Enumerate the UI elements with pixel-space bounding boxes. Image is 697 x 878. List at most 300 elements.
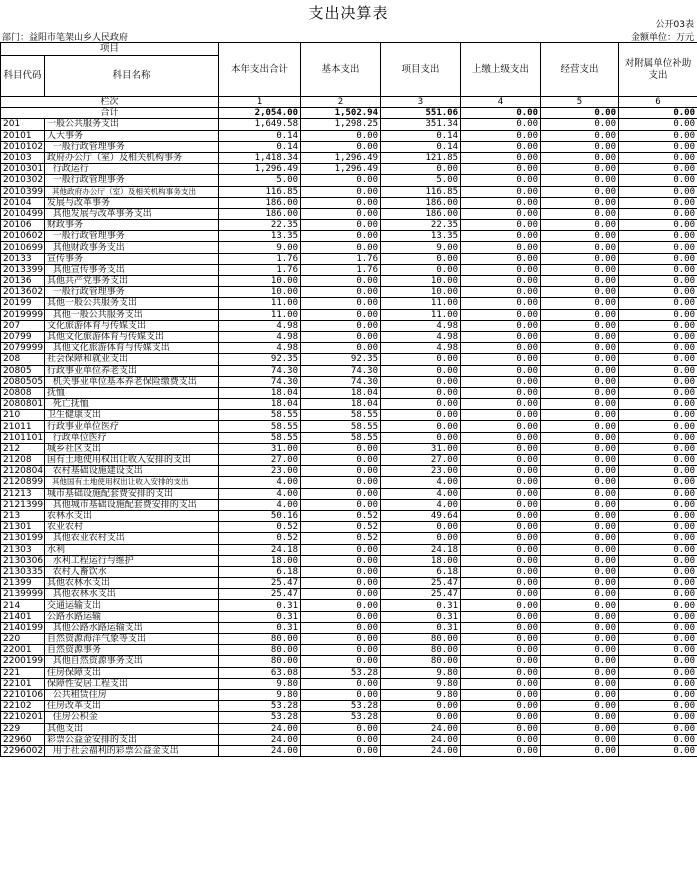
- cell-proj: 24.00: [381, 723, 461, 734]
- cell-proj: 0.00: [381, 365, 461, 376]
- cell-subsidy: 0.00: [619, 320, 697, 331]
- cell-subsidy: 0.00: [619, 522, 697, 533]
- cell-name: 一般行政管理事务: [45, 141, 219, 152]
- cell-business: 0.00: [541, 510, 619, 521]
- cell-proj: 0.00: [381, 164, 461, 175]
- page-title: 支出决算表: [308, 4, 389, 22]
- cell-subsidy: 0.00: [619, 343, 697, 354]
- cell-proj: 0.00: [381, 533, 461, 544]
- cell-upper: 0.00: [461, 264, 541, 275]
- cell-basic: 53.28: [301, 667, 381, 678]
- cell-subsidy: 0.00: [619, 432, 697, 443]
- cell-business: 0.00: [541, 701, 619, 712]
- cell-subsidy: 0.00: [619, 387, 697, 398]
- cell-business: 0.00: [541, 656, 619, 667]
- cell-code: 213: [1, 510, 45, 521]
- cell-proj: 0.00: [381, 712, 461, 723]
- cell-business: 0.00: [541, 119, 619, 130]
- cell-name: 城市基础设施配套费安排的支出: [45, 488, 219, 499]
- cell-business: 0.00: [541, 365, 619, 376]
- table-row: [1, 723, 697, 734]
- cell-proj: 23.00: [381, 466, 461, 477]
- cell-code: 2010602: [1, 231, 45, 242]
- cell-business: 0.00: [541, 555, 619, 566]
- cell-subsidy: 0.00: [619, 186, 697, 197]
- cell-business: 0.00: [541, 175, 619, 186]
- cell-upper: 0.00: [461, 566, 541, 577]
- cell-basic: 0.00: [301, 734, 381, 745]
- cell-proj: 4.00: [381, 477, 461, 488]
- cell-basic: 1,296.49: [301, 152, 381, 163]
- cell-proj: 22.35: [381, 220, 461, 231]
- cell-code: 2210201: [1, 712, 45, 723]
- cell-business: 0.00: [541, 186, 619, 197]
- cell-proj: 0.00: [381, 354, 461, 365]
- table-row: [1, 152, 697, 163]
- cell-proj: 6.18: [381, 566, 461, 577]
- table-row: [1, 164, 697, 175]
- cell-code: 22102: [1, 701, 45, 712]
- cell-business: 0.00: [541, 264, 619, 275]
- cell-business: 0.00: [541, 745, 619, 756]
- cell-total: 80.00: [219, 634, 301, 645]
- lanci-4: 4: [461, 97, 541, 108]
- cell-business: 0.00: [541, 354, 619, 365]
- table-row: [1, 253, 697, 264]
- table-row: [1, 287, 697, 298]
- cell-total: 31.00: [219, 443, 301, 454]
- cell-subsidy: 0.00: [619, 354, 697, 365]
- table-row: [1, 522, 697, 533]
- cell-business: 0.00: [541, 399, 619, 410]
- cell-upper: 0.00: [461, 421, 541, 432]
- cell-basic: 58.55: [301, 421, 381, 432]
- cell-proj: 5.00: [381, 175, 461, 186]
- cell-code: 2010102: [1, 141, 45, 152]
- cell-proj: 9.80: [381, 689, 461, 700]
- cell-business: 0.00: [541, 522, 619, 533]
- cell-subsidy: 0.00: [619, 130, 697, 141]
- cell-code: 2139999: [1, 589, 45, 600]
- lanci-5: 5: [541, 97, 619, 108]
- cell-proj: 49.64: [381, 510, 461, 521]
- cell-upper: 0.00: [461, 734, 541, 745]
- cell-subsidy: 0.00: [619, 421, 697, 432]
- table-row: [1, 634, 697, 645]
- cell-upper: 0.00: [461, 689, 541, 700]
- table-row: [1, 320, 697, 331]
- cell-subsidy: 0.00: [619, 410, 697, 421]
- cell-total: 186.00: [219, 197, 301, 208]
- project-header: 项目: [1, 43, 219, 56]
- cell-total: 10.00: [219, 287, 301, 298]
- cell-name: 国有土地使用权出让收入安排的支出: [45, 455, 219, 466]
- cell-name: 自然资源事务: [45, 645, 219, 656]
- cell-subsidy: 0.00: [619, 745, 697, 756]
- table-row: [1, 555, 697, 566]
- cell-upper: 0.00: [461, 276, 541, 287]
- cell-upper: 0.00: [461, 667, 541, 678]
- cell-business: 0.00: [541, 578, 619, 589]
- cell-proj: 121.85: [381, 152, 461, 163]
- cell-upper: 0.00: [461, 130, 541, 141]
- cell-subsidy: 0.00: [619, 331, 697, 342]
- cell-upper: 0.00: [461, 152, 541, 163]
- cell-business: 0.00: [541, 309, 619, 320]
- cell-basic: 0.00: [301, 611, 381, 622]
- cell-proj: 0.00: [381, 387, 461, 398]
- cell-name: 农村人畜饮水: [45, 566, 219, 577]
- table-row: [1, 510, 697, 521]
- cell-total: 4.00: [219, 499, 301, 510]
- cell-proj: 0.00: [381, 399, 461, 410]
- table-row: [1, 432, 697, 443]
- cell-total: 80.00: [219, 645, 301, 656]
- cell-total: 58.55: [219, 432, 301, 443]
- table-row: [1, 734, 697, 745]
- cell-subsidy: 0.00: [619, 488, 697, 499]
- cell-proj: 10.00: [381, 276, 461, 287]
- cell-code: 20104: [1, 197, 45, 208]
- cell-basic: 1,296.49: [301, 164, 381, 175]
- table-row: [1, 600, 697, 611]
- cell-proj: 10.00: [381, 287, 461, 298]
- cell-upper: 0.00: [461, 611, 541, 622]
- cell-proj: 116.85: [381, 186, 461, 197]
- cell-code: 229: [1, 723, 45, 734]
- cell-code: 20101: [1, 130, 45, 141]
- cell-basic: 1,298.25: [301, 119, 381, 130]
- cell-basic: 0.00: [301, 689, 381, 700]
- cell-total: 27.00: [219, 455, 301, 466]
- table-row: [1, 611, 697, 622]
- cell-name: 一般行政管理事务: [45, 231, 219, 242]
- cell-proj: 0.00: [381, 432, 461, 443]
- cell-code: 21399: [1, 578, 45, 589]
- cell-proj: 80.00: [381, 645, 461, 656]
- cell-business: 0.00: [541, 208, 619, 219]
- cell-upper: 0.00: [461, 589, 541, 600]
- cell-code: 2296002: [1, 745, 45, 756]
- cell-basic: 0.00: [301, 287, 381, 298]
- table-row: [1, 309, 697, 320]
- cell-business: 0.00: [541, 432, 619, 443]
- col-basic-header: 基本支出: [301, 43, 381, 97]
- cell-name: 卫生健康支出: [45, 410, 219, 421]
- table-row: [1, 645, 697, 656]
- cell-total: 4.98: [219, 343, 301, 354]
- cell-upper: 0.00: [461, 175, 541, 186]
- cell-basic: 0.00: [301, 186, 381, 197]
- table-row: [1, 298, 697, 309]
- table-row: [1, 443, 697, 454]
- cell-total: 116.85: [219, 186, 301, 197]
- cell-subsidy: 0.00: [619, 141, 697, 152]
- cell-basic: 0.00: [301, 656, 381, 667]
- cell-code: 2101101: [1, 432, 45, 443]
- table-row: [1, 455, 697, 466]
- table-row: [1, 701, 697, 712]
- cell-name: 政府办公厅（室）及相关机构事务: [45, 152, 219, 163]
- name-header: 科目名称: [45, 56, 219, 97]
- cell-name: 交通运输支出: [45, 600, 219, 611]
- cell-name: 其他农林水支出: [45, 578, 219, 589]
- cell-code: 2080801: [1, 399, 45, 410]
- cell-total: 80.00: [219, 656, 301, 667]
- cell-basic: 0.00: [301, 208, 381, 219]
- cell-name: 发展与改革事务: [45, 197, 219, 208]
- cell-subsidy: 0.00: [619, 455, 697, 466]
- cell-proj: 0.00: [381, 410, 461, 421]
- cell-name: 一般行政管理事务: [45, 175, 219, 186]
- cell-upper: 0.00: [461, 208, 541, 219]
- cell-name: 机关事业单位基本养老保险缴费支出: [45, 376, 219, 387]
- cell-total: 22.35: [219, 220, 301, 231]
- cell-basic: 0.00: [301, 466, 381, 477]
- cell-basic: 1.76: [301, 253, 381, 264]
- cell-basic: 18.04: [301, 399, 381, 410]
- cell-code: 2013602: [1, 287, 45, 298]
- cell-total: 18.00: [219, 555, 301, 566]
- cell-business: 0.00: [541, 667, 619, 678]
- cell-business: 0.00: [541, 622, 619, 633]
- cell-business: 0.00: [541, 499, 619, 510]
- cell-name: 公路水路运输: [45, 611, 219, 622]
- lanci-1: 1: [219, 97, 301, 108]
- cell-subsidy: 0.00: [619, 466, 697, 477]
- cell-proj: 9.00: [381, 242, 461, 253]
- col-subsidy-header: 对附属单位补助支出: [619, 43, 697, 97]
- cell-basic: 0.00: [301, 566, 381, 577]
- code-header: 科目代码: [1, 56, 45, 97]
- cell-business: 0.00: [541, 678, 619, 689]
- lanci-3: 3: [381, 97, 461, 108]
- table-row: [1, 466, 697, 477]
- cell-upper: 0.00: [461, 287, 541, 298]
- cell-code: 2200199: [1, 656, 45, 667]
- cell-total: 53.28: [219, 712, 301, 723]
- cell-business: 0.00: [541, 443, 619, 454]
- cell-proj: 0.31: [381, 611, 461, 622]
- cell-subsidy: 0.00: [619, 164, 697, 175]
- cell-name: 水利工程运行与维护: [45, 555, 219, 566]
- cell-name: 住房公积金: [45, 712, 219, 723]
- table-row: [1, 399, 697, 410]
- table-row: [1, 276, 697, 287]
- table-row: [1, 745, 697, 756]
- table-row: [1, 130, 697, 141]
- cell-proj: 9.80: [381, 678, 461, 689]
- cell-name: 其他一般公共服务支出: [45, 298, 219, 309]
- cell-business: 0.00: [541, 488, 619, 499]
- cell-subsidy: 0.00: [619, 365, 697, 376]
- cell-total: 25.47: [219, 589, 301, 600]
- form-code: 公开03表: [655, 20, 694, 30]
- cell-code: 2121399: [1, 499, 45, 510]
- cell-upper: 0.00: [461, 220, 541, 231]
- cell-basic: 0.00: [301, 455, 381, 466]
- cell-name: 人大事务: [45, 130, 219, 141]
- cell-total: 0.52: [219, 533, 301, 544]
- cell-total: 11.00: [219, 298, 301, 309]
- cell-code: 214: [1, 600, 45, 611]
- cell-code: 2130335: [1, 566, 45, 577]
- cell-total: 58.55: [219, 421, 301, 432]
- cell-upper: 0.00: [461, 522, 541, 533]
- cell-subsidy: 0.00: [619, 667, 697, 678]
- cell-basic: 0.00: [301, 197, 381, 208]
- table-row: [1, 667, 697, 678]
- cell-basic: 0.00: [301, 477, 381, 488]
- cell-basic: 0.00: [301, 634, 381, 645]
- cell-proj: 0.00: [381, 264, 461, 275]
- cell-basic: 0.00: [301, 331, 381, 342]
- cell-total: 4.98: [219, 331, 301, 342]
- cell-name: 彩票公益金安排的支出: [45, 734, 219, 745]
- cell-basic: 0.00: [301, 555, 381, 566]
- cell-total: 4.00: [219, 477, 301, 488]
- cell-upper: 0.00: [461, 533, 541, 544]
- total-sum: 2,054.00: [219, 108, 301, 119]
- cell-basic: 0.00: [301, 220, 381, 231]
- cell-name: 其他共产党事务支出: [45, 276, 219, 287]
- table-row: [1, 589, 697, 600]
- cell-name: 抚恤: [45, 387, 219, 398]
- cell-subsidy: 0.00: [619, 656, 697, 667]
- table-row: [1, 331, 697, 342]
- cell-upper: 0.00: [461, 712, 541, 723]
- cell-proj: 0.31: [381, 622, 461, 633]
- cell-total: 24.00: [219, 723, 301, 734]
- cell-business: 0.00: [541, 466, 619, 477]
- cell-business: 0.00: [541, 231, 619, 242]
- cell-name: 行政事业单位养老支出: [45, 365, 219, 376]
- cell-total: 9.80: [219, 678, 301, 689]
- cell-business: 0.00: [541, 253, 619, 264]
- cell-business: 0.00: [541, 544, 619, 555]
- cell-upper: 0.00: [461, 320, 541, 331]
- cell-upper: 0.00: [461, 376, 541, 387]
- cell-basic: 0.00: [301, 276, 381, 287]
- cell-code: 2019999: [1, 309, 45, 320]
- cell-name: 其他宣传事务支出: [45, 264, 219, 275]
- cell-business: 0.00: [541, 712, 619, 723]
- cell-code: 21011: [1, 421, 45, 432]
- cell-upper: 0.00: [461, 723, 541, 734]
- cell-upper: 0.00: [461, 455, 541, 466]
- cell-business: 0.00: [541, 287, 619, 298]
- cell-basic: 0.00: [301, 622, 381, 633]
- cell-upper: 0.00: [461, 242, 541, 253]
- cell-subsidy: 0.00: [619, 376, 697, 387]
- cell-subsidy: 0.00: [619, 634, 697, 645]
- cell-business: 0.00: [541, 689, 619, 700]
- cell-subsidy: 0.00: [619, 287, 697, 298]
- cell-total: 74.30: [219, 365, 301, 376]
- cell-total: 0.14: [219, 141, 301, 152]
- table-row: [1, 477, 697, 488]
- lanci-2: 2: [301, 97, 381, 108]
- cell-name: 水利: [45, 544, 219, 555]
- cell-upper: 0.00: [461, 634, 541, 645]
- lanci-label: 栏次: [1, 97, 219, 108]
- cell-code: 20805: [1, 365, 45, 376]
- cell-upper: 0.00: [461, 555, 541, 566]
- cell-subsidy: 0.00: [619, 689, 697, 700]
- table-row: [1, 231, 697, 242]
- cell-name: 行政运行: [45, 164, 219, 175]
- cell-name: 其他政府办公厅（室）及相关机构事务支出: [45, 186, 219, 197]
- cell-code: 21401: [1, 611, 45, 622]
- cell-subsidy: 0.00: [619, 175, 697, 186]
- cell-business: 0.00: [541, 276, 619, 287]
- cell-business: 0.00: [541, 611, 619, 622]
- cell-business: 0.00: [541, 197, 619, 208]
- subsidy-sum: 0.00: [619, 108, 697, 119]
- col-total-header: 本年支出合计: [219, 43, 301, 97]
- cell-total: 9.00: [219, 242, 301, 253]
- cell-name: 农林水支出: [45, 510, 219, 521]
- unit-label: 金额单位：万元: [630, 33, 694, 43]
- cell-name: 公共租赁住房: [45, 689, 219, 700]
- cell-code: 20103: [1, 152, 45, 163]
- cell-name: 一般行政管理事务: [45, 287, 219, 298]
- cell-business: 0.00: [541, 320, 619, 331]
- cell-proj: 9.80: [381, 667, 461, 678]
- cell-code: 2010399: [1, 186, 45, 197]
- cell-name: 死亡抚恤: [45, 399, 219, 410]
- cell-proj: 0.14: [381, 130, 461, 141]
- cell-name: 自然资源海洋气象等支出: [45, 634, 219, 645]
- cell-proj: 0.00: [381, 421, 461, 432]
- cell-code: 2010699: [1, 242, 45, 253]
- table-row: [1, 264, 697, 275]
- cell-total: 92.35: [219, 354, 301, 365]
- cell-upper: 0.00: [461, 164, 541, 175]
- cell-proj: 11.00: [381, 309, 461, 320]
- table-row: [1, 208, 697, 219]
- table-row: [1, 544, 697, 555]
- cell-subsidy: 0.00: [619, 443, 697, 454]
- table-row: [1, 578, 697, 589]
- cell-name: 农业农村: [45, 522, 219, 533]
- upper-sum: 0.00: [461, 108, 541, 119]
- table-row: [1, 242, 697, 253]
- cell-business: 0.00: [541, 455, 619, 466]
- cell-basic: 0.00: [301, 141, 381, 152]
- cell-business: 0.00: [541, 634, 619, 645]
- cell-basic: 0.00: [301, 320, 381, 331]
- cell-code: 20799: [1, 331, 45, 342]
- cell-subsidy: 0.00: [619, 723, 697, 734]
- cell-proj: 24.00: [381, 734, 461, 745]
- cell-code: 22101: [1, 678, 45, 689]
- cell-proj: 25.47: [381, 578, 461, 589]
- cell-business: 0.00: [541, 387, 619, 398]
- business-sum: 0.00: [541, 108, 619, 119]
- cell-total: 24.00: [219, 745, 301, 756]
- cell-name: 宣传事务: [45, 253, 219, 264]
- cell-name: 住房保障支出: [45, 667, 219, 678]
- cell-upper: 0.00: [461, 578, 541, 589]
- cell-proj: 0.00: [381, 701, 461, 712]
- cell-code: 20199: [1, 298, 45, 309]
- cell-subsidy: 0.00: [619, 589, 697, 600]
- cell-name: 文化旅游体育与传媒支出: [45, 320, 219, 331]
- cell-upper: 0.00: [461, 477, 541, 488]
- cell-total: 74.30: [219, 376, 301, 387]
- table-row: [1, 689, 697, 700]
